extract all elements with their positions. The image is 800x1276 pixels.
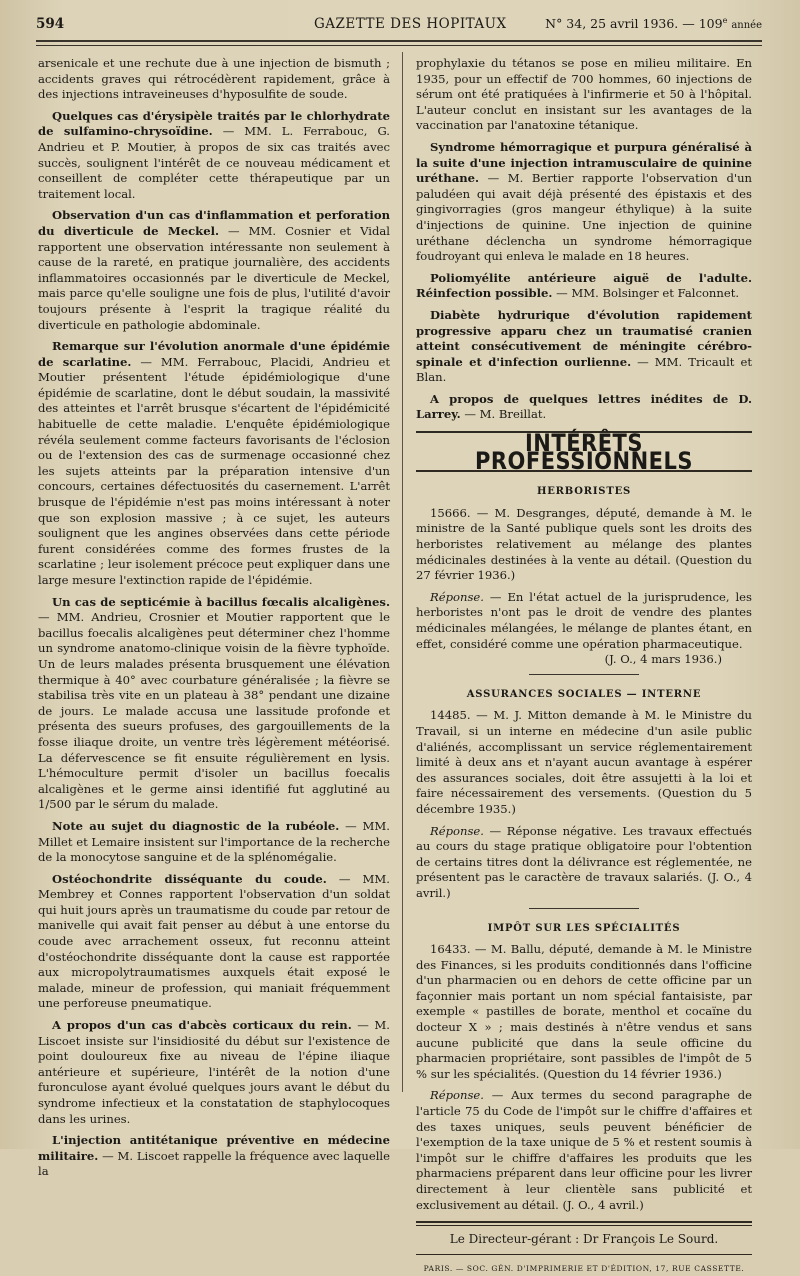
- section-herboristes: HERBORISTES: [536, 486, 632, 498]
- article-abces-rein: A propos d'un cas d'abcès corticaux du rein. — M. Liscoet insiste sur l'insidiosité du début sur l'existence de point douloureux fixe au niveau de l'épine iliaque antérieure et supérieure, l'intérêt de la notion d'une furonculose ayant évolué quelques jours avant le début du syndrome infectieux et la constatation de staphylocoques dans les urines.: [38, 1018, 390, 1126]
- article-erysipele: Quelques cas d'érysipèle traités par le chlorhydrate de sulfamino-chrysoïdine. — MM. L. Ferrabouc, G. Andrieu et P. Moutier, à propos de six cas traités avec succès, soulignent l'intérêt de ce nouveau médicament et conseillent de compléter cette thérapeutique par un traitement local.: [38, 108, 390, 201]
- question-herboristes: 15666. — M. Desgranges, député, demande à M. le ministre de la Santé publique quels sont les droits des herboristes relativement au mélange des plantes médicinales destinées à la vente au détail. (Question du 27 février 1936.): [416, 505, 752, 583]
- article-diabete: Diabète hydrurique d'évolution rapidement progressive apparu chez un traumatisé cranien atteint consécutivement de méningite cérébro-spinale et d'infection ourlienne. — MM. Tricault et Blan.: [416, 307, 752, 385]
- ref-herboristes: (J. O., 4 mars 1936.): [604, 652, 722, 667]
- printer-credit: PARIS. — SOC. GÉN. D'IMPRIMERIE ET D'ÉDITION, 17, RUE CASSETTE.: [416, 1254, 752, 1276]
- header-rule: [36, 40, 762, 42]
- article-meckel: Observation d'un cas d'inflammation et perforation du diverticule de Meckel. — MM. Cosnier et Vidal rapportent une observation intéressante non seulement à cause de la rareté, en pratique journalière, des accidents inflammatoires occasionnés par le diverticule de Meckel, mais parce qu'elle souligne une fois de plus, l'utilité d'avoir toujours présente à l'esprit la tragique réalité du diverticule en pathologie abdominale.: [38, 208, 390, 332]
- page-number: 594: [36, 16, 65, 32]
- left-column: [38, 56, 390, 1186]
- article-poliomyelite: Poliomyélite antérieure aiguë de l'adulte. Réinfection possible. — MM. Bolsinger et Falconnet.: [416, 270, 752, 301]
- page-header: [36, 14, 762, 36]
- article-septicemie: Un cas de septicémie à bacillus fœcalis alcaligènes. — MM. Andrieu, Crosnier et Moutier rapportent que le bacillus foecalis alcaligènes peut déterminer chez l'homme un syndrome anatomo-clinique voisin de la fièvre typhoïde. Un de leurs malades présenta brusquement une élévation thermique à 40° avec courbature généralisée ; la fièvre se stabilisa très vite en un plateau à 38° pendant une dizaine de jours. Le malade accusa une lassitude profonde et présenta des sueurs profuses, des gargouillements de la fosse iliaque droite, un ventre très légèrement météorisé. La défervescence se fit ensuite régulièrement en lysis. L'hémoculture permit d'isoler un bacillus foecalis alcaligènes et le germe ainsi identifié fut agglutiné au 1/500 par le sérum du malade.: [38, 594, 390, 812]
- right-column: [416, 56, 752, 1276]
- separator: [529, 674, 639, 675]
- header-rule-thin: [36, 45, 762, 46]
- answer-herboristes: Réponse. — En l'état actuel de la jurisprudence, les herboristes n'ont pas le droit de vendre des plantes médicinales mélangées, le mélange de plantes étant, en effet, considéré comme une opération pharmaceutique.: [416, 589, 752, 651]
- column-divider: [402, 52, 403, 1092]
- article-continuation-right: prophylaxie du tétanos se pose en milieu militaire. En 1935, pour un effectif de 700 hommes, 60 injections de sérum ont été pratiquées à l'infirmerie et 50 à l'hôpital. L'auteur conclut en insistant sur les avantages de la vaccination par l'anatoxine tétanique.: [416, 56, 752, 133]
- article-osteochondrite: Ostéochondrite disséquante du coude. — MM. Membrey et Connes rapportent l'observation d'un soldat qui huit jours après un traumatisme du coude par retour de manivelle qui avait fait penser au début à une entorse du coude avec arrachement osseux, fut reconnu atteint d'ostéochondrite disséquante dont la cause est rapportée aux micropolytraumatismes auxquels était exposé le malade, mineur de profession, qui maniait fréquemment une perforeuse pneumatique.: [38, 871, 390, 1011]
- article-purpura: Syndrome hémorragique et purpura généralisé à la suite d'une injection intramusculaire de quinine uréthane. — M. Bertier rapporte l'observation d'un paludéen qui avait déjà présenté des épistaxis et des gingivorragies (gros mangeur éthylique) à la suite d'injections de quinine. Une injection de quinine uréthane déclencha un syndrome hémorragique foudroyant qui enleva le malade en 18 heures.: [416, 139, 752, 264]
- issue-info: N° 34, 25 avril 1936. — 109e année: [545, 16, 762, 32]
- article-continuation: arsenicale et une rechute due à une injection de bismuth ; accidents graves qui rétrocédèrent rapidement, grâce à des injections intraveineuses d'hyposulfite de soude.: [38, 56, 390, 102]
- section-impot: IMPÔT SUR LES SPÉCIALITÉS: [487, 922, 681, 934]
- question-impot: 16433. — M. Ballu, député, demande à M. le Ministre des Finances, si les produits conditionnés dans l'officine d'un pharmacien ou en dehors de cette officine par un façonnier mais portant un nom spécial fantaisiste, par exemple « pastilles de borate, menthol et cocaïne du docteur X » ; mais destinés à n'être vendus et sans aucune publicité que dans la seule officine du pharmacien propriétaire, sont passibles de l'impôt de 5 % sur les spécialités. (Question du 14 février 1936.): [416, 942, 752, 1081]
- article-larrey: A propos de quelques lettres inédites de D. Larrey. — M. Breillat.: [416, 391, 752, 422]
- question-assurances: 14485. — M. J. Mitton demande à M. le Ministre du Travail, si un interne en médecine d'un asile public d'aliénés, accomplissant un service réglementairement limité à deux ans et n'ayant aucun avantage à espérer des assurances sociales, doit être assujetti à la loi et faire nécessairement des versements. (Question du 5 décembre 1935.): [416, 708, 752, 816]
- article-scarlatine: Remarque sur l'évolution anormale d'une épidémie de scarlatine. — MM. Ferrabouc, Placidi, Andrieu et Moutier présentent l'étude épidémiologique d'une épidémie de scarlatine, dont le début soudain, la massivité des atteintes et l'arrêt brusque s'écartent de l'épidémicité habituelle de cette maladie. L'enquête épidémiologique révéla seulement comme facteurs favorisants de l'éclosion ou de l'extension des cas de surmenage occasionné chez les sujets atteints par la préparation intensive d'un concours, certaines défectuosités du casernement. L'arrêt brusque de l'épidémie n'est pas moins intéressant à noter que son explosion massive ; à ce sujet, les auteurs soulignent que les angines observées dans cette période furent considérées comme des formes frustes de la scarlatine ; leur isolement précoce peut expliquer dans une large mesure l'extinction rapide de l'épidémie.: [38, 339, 390, 587]
- article-antitetanique: L'injection antitétanique préventive en médecine militaire. — M. Liscoet rappelle la fréquence avec laquelle la: [38, 1133, 390, 1179]
- footer-rule: [416, 1221, 752, 1223]
- section-assurances: ASSURANCES SOCIALES — INTERNE: [466, 688, 702, 700]
- section-banner: INTÉRÊTS PROFESSIONNELS: [416, 431, 752, 472]
- separator: [529, 908, 639, 909]
- footer-rule-thin: [416, 1225, 752, 1226]
- answer-impot: Réponse. — Aux termes du second paragraphe de l'article 75 du Code de l'impôt sur le chiffre d'affaires et des taxes uniques, seuls peuvent bénéficier de l'exemption de la taxe unique de 5 % et restent soumis à l'impôt sur le chiffre d'affaires les produits que les pharmaciens préparent dans leur officine pour les livrer directement à leur clientèle sans publicité et exclusivement au détail. (J. O., 4 avril.): [416, 1088, 752, 1212]
- article-rubeole: Note au sujet du diagnostic de la rubéole. — MM. Millet et Lemaire insistent sur l'importance de la recherche de la monocytose sanguine et de la splénomégalie.: [38, 818, 390, 865]
- answer-assurances: Réponse. — Réponse négative. Les travaux effectués au cours du stage pratique obligatoire pour l'obtention de certains titres dont la délivrance est réglementée, ne présentent pas le caractère de travaux salariés. (J. O., 4 avril.): [416, 823, 752, 900]
- journal-title: GAZETTE DES HOPITAUX: [314, 16, 507, 32]
- director-credit: Le Directeur-gérant : Dr François Le Sourd.: [449, 1232, 719, 1247]
